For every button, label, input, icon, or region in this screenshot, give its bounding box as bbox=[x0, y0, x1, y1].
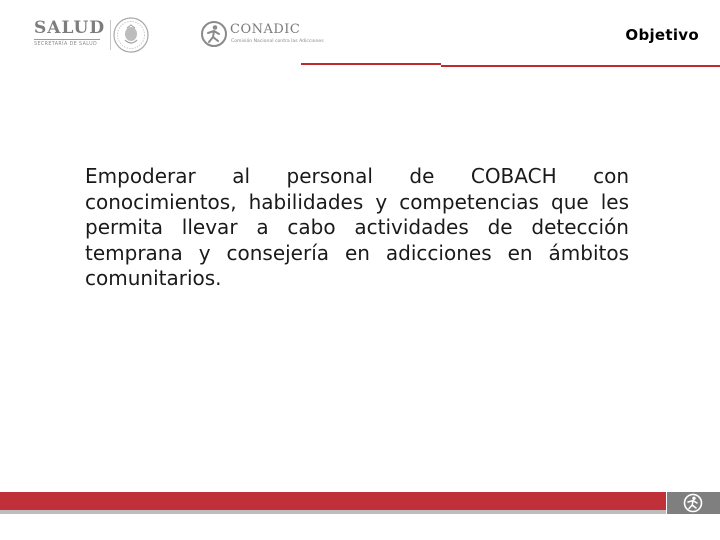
conadic-figure-icon bbox=[667, 492, 720, 514]
national-seal-icon bbox=[112, 16, 150, 54]
header-rule-left bbox=[301, 63, 441, 65]
slide-title: Objetivo bbox=[625, 26, 699, 44]
salud-logo-subtitle: SECRETARÍA DE SALUD bbox=[34, 42, 98, 47]
objective-paragraph: Empoderar al personal de COBACH con conocimientos, habilidades y competencias que les permita llevar a cabo actividades de detección temprana y consejería en adicciones en ámbitos comunitarios. bbox=[85, 164, 629, 290]
conadic-logo-word: CONADIC bbox=[230, 22, 301, 37]
header-rule-right bbox=[441, 65, 720, 67]
salud-logo-word: SALUD bbox=[34, 18, 106, 38]
conadic-figure-icon bbox=[200, 20, 228, 48]
conadic-logo bbox=[200, 20, 324, 50]
salud-logo-rule bbox=[34, 39, 100, 40]
footer-red-bar bbox=[0, 492, 666, 510]
footer-gray-strip bbox=[0, 510, 666, 514]
logo-divider bbox=[110, 20, 111, 50]
salud-logo bbox=[26, 18, 106, 52]
conadic-logo-subtitle: Comisión Nacional contra las Adicciones bbox=[231, 39, 324, 44]
footer-logo bbox=[667, 492, 720, 514]
